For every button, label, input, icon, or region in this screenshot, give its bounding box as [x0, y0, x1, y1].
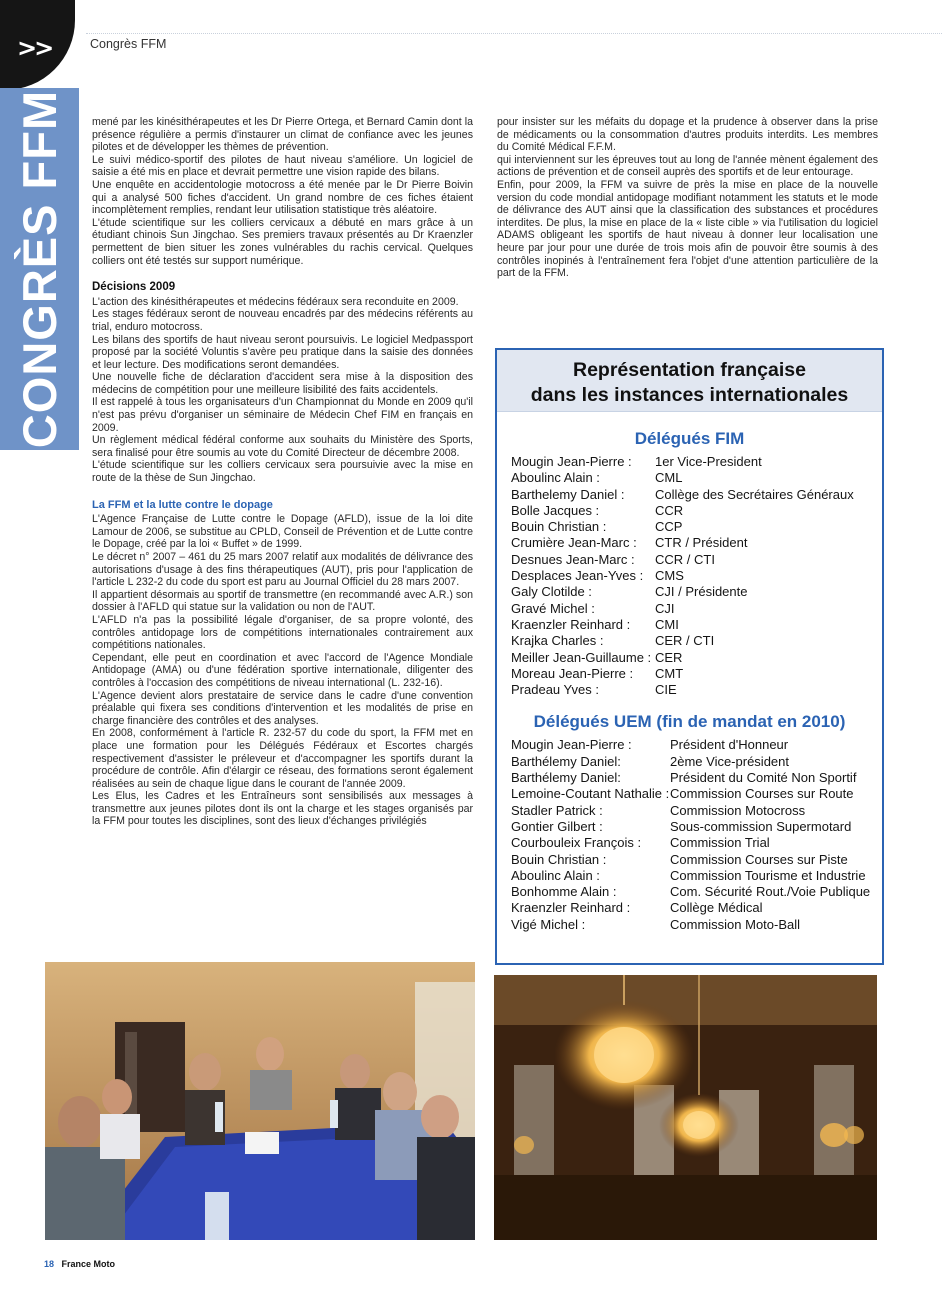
- delegate-name: Stadler Patrick :: [511, 802, 603, 818]
- paragraph: Une enquête en accidentologie motocross a été menée par le Dr Pierre Boivin qui a analysé 500 fiches d'accident. Un grand nombre de ces fiches étaient incomplètement remplies, rendant leur utilisation statistique très aléatoire.: [92, 178, 473, 217]
- right-column: [497, 116, 878, 280]
- hall-photo: [494, 975, 877, 1240]
- delegate-name: Vigé Michel :: [511, 916, 586, 932]
- paragraph: Un règlement médical fédéral conforme aux souhaits du Ministère des Sports, sera finalisé pour être soumis au vote du Comité Directeur de décembre 2008.: [92, 434, 473, 459]
- paragraph: qui interviennent sur les épreuves tout au long de l'année mènent également des actions de prévention et de conseil auprès des sportifs et de leur entourage.: [497, 153, 878, 179]
- paragraph: Il est rappelé à tous les organisateurs d'un Championnat du Monde en 2009 qu'il n'est pas prévu d'organiser un séminaire de Médecin Chef FIM en français en 2009.: [92, 396, 473, 434]
- delegate-row: [511, 535, 882, 551]
- delegate-role: CER / CTI: [655, 633, 715, 649]
- delegate-row: [511, 852, 882, 868]
- delegate-role: Commission Trial: [670, 835, 770, 851]
- delegate-role: CMS: [655, 568, 684, 584]
- delegate-role: CTR / Président: [655, 535, 748, 551]
- delegate-row: [511, 786, 882, 802]
- paragraph: Les Elus, les Cadres et les Entraîneurs sont sensibilisés aux messages à transmettre aux jeunes pilotes dont ils ont la charge et les stages organisés par la FFM pour toutes les disciplines, sont des lieux d'échanges privilégiés: [92, 790, 473, 828]
- delegate-name: Barthélemy Daniel:: [511, 770, 621, 786]
- delegate-name: Desnues Jean-Marc :: [511, 551, 635, 567]
- side-band: [0, 88, 79, 450]
- fim-delegates-list: [497, 454, 882, 698]
- delegate-role: Commission Motocross: [670, 802, 806, 818]
- delegate-name: Crumière Jean-Marc :: [511, 535, 637, 551]
- paragraph: mené par les kinésithérapeutes et les Dr Pierre Ortega, et Bernard Camin dont la présence régulière a permis d'instaurer un climat de confiance avec les jeunes pilotes et de développer les thèmes de prévention.: [92, 116, 473, 154]
- delegate-row: [511, 470, 882, 486]
- delegate-name: Meiller Jean-Guillaume :: [511, 649, 652, 665]
- delegate-row: [511, 754, 882, 770]
- delegate-role: 2ème Vice-président: [670, 753, 789, 769]
- delegate-role: Commission Courses sur Piste: [670, 851, 848, 867]
- delegate-name: Barthélemy Daniel:: [511, 753, 621, 769]
- delegate-row: [511, 552, 882, 568]
- delegate-role: 1er Vice-President: [655, 454, 762, 469]
- paragraph: Les bilans des sportifs de haut niveau seront poursuivis. Le logiciel Medpassport proposé par la société Voluntis s'avère peu pratique dans la saisie des données et leur lecture. Des modifications seront demandées.: [92, 333, 473, 371]
- paragraph: L'Agence Française de Lutte contre le Dopage (AFLD), issue de la loi dite Lamour de 2006, se substitue au CPLD, Conseil de Prévention et de Lutte contre le Dopage, créé par la loi « Buffet » de 1999.: [92, 513, 473, 551]
- delegate-row: [511, 917, 882, 933]
- delegate-row: [511, 819, 882, 835]
- delegate-name: Mougin Jean-Pierre :: [511, 737, 632, 753]
- page-number: 18: [44, 1259, 55, 1269]
- delegate-role: CCR / CTI: [655, 551, 715, 567]
- delegate-name: Barthelemy Daniel :: [511, 486, 625, 502]
- paragraph: Cependant, elle peut en coordination et avec l'accord de l'Agence Mondiale Antidopage (AMA) ou d'une fédération sportive internationale, diligenter des contrôles à l'occasion des compétitions de niveau international (L. 232-16).: [92, 651, 473, 689]
- delegate-name: Gontier Gilbert :: [511, 818, 603, 834]
- paragraph: L'action des kinésithérapeutes et médecins fédéraux sera reconduite en 2009.: [92, 295, 459, 308]
- delegate-name: Desplaces Jean-Yves :: [511, 568, 644, 584]
- representation-box: [495, 348, 884, 965]
- delegate-role: Commission Tourisme et Industrie: [670, 867, 866, 883]
- delegate-row: [511, 835, 882, 851]
- paragraph: Il appartient désormais au sportif de transmettre (en recommandé avec A.R.) son dossier à l'AFLD qui statue sur la validation ou non de l'AUT.: [92, 588, 473, 614]
- delegate-role: CMT: [655, 665, 684, 681]
- heading-dopage: La FFM et la lutte contre le dopage: [92, 498, 273, 511]
- delegate-row: [511, 868, 882, 884]
- delegate-row: [511, 682, 882, 698]
- paragraph: L'étude scientifique sur les colliers cervicaux sera poursuivie avec la mise en route de la thèse de Sun Jingchao.: [92, 459, 473, 485]
- delegate-row: [511, 737, 882, 753]
- delegate-role: Président du Comité Non Sportif: [670, 770, 857, 786]
- delegate-role: CJI / Présidente: [655, 584, 748, 600]
- heading-decisions: Décisions 2009: [92, 281, 176, 294]
- top-rule: [86, 33, 942, 34]
- delegate-role: Collège Médical: [670, 900, 763, 916]
- paragraph: Le suivi médico-sportif des pilotes de haut niveau s'améliore. Un logiciel de saisie a été mis en place et devrait permettre une vision rapide des bilans.: [92, 153, 473, 179]
- delegate-name: Gravé Michel :: [511, 600, 595, 616]
- paragraph: L'Agence devient alors prestataire de service dans le cadre d'une convention préalable qui fixera ses conditions d'intervention et les modalités de prise en charge financière des contrôles et des analyses.: [92, 689, 473, 727]
- delegate-row: [511, 803, 882, 819]
- delegate-role: CMI: [655, 616, 679, 632]
- delegate-role: Com. Sécurité Rout./Voie Publique: [670, 884, 871, 900]
- delegate-name: Courbouleix François :: [511, 835, 642, 851]
- delegate-row: [511, 666, 882, 682]
- box-title-line: dans les instances internationales: [530, 384, 849, 406]
- meeting-photo: [45, 962, 475, 1240]
- page-footer: [44, 1259, 115, 1269]
- paragraph: pour insister sur les méfaits du dopage et la prudence à observer dans la prise de médicaments ou la consommation d'autres produits interdits. Les membres du Comité Médical F.F.M.: [497, 116, 878, 154]
- delegate-row: [511, 650, 882, 666]
- box-title: [497, 350, 882, 412]
- delegate-name: Moreau Jean-Pierre :: [511, 665, 634, 681]
- delegate-role: Collège des Secrétaires Généraux: [655, 486, 854, 502]
- delegate-row: [511, 519, 882, 535]
- delegate-role: CIE: [655, 682, 677, 698]
- corner-tab: [0, 0, 75, 90]
- uem-delegates-list: [497, 737, 882, 933]
- delegate-name: Krajka Charles :: [511, 633, 604, 649]
- delegate-role: Président d'Honneur: [670, 737, 789, 753]
- delegate-row: [511, 884, 882, 900]
- delegate-name: Aboulinc Alain :: [511, 470, 600, 486]
- delegate-name: Mougin Jean-Pierre :: [511, 454, 632, 469]
- delegate-row: [511, 568, 882, 584]
- delegate-row: [511, 454, 882, 470]
- left-column: [92, 116, 473, 828]
- delegate-role: CML: [655, 470, 683, 486]
- delegate-row: [511, 770, 882, 786]
- delegate-role: Sous-commission Supermotard: [670, 818, 852, 834]
- fim-heading: Délégués FIM: [634, 429, 745, 448]
- delegate-role: CJI: [655, 600, 675, 616]
- delegate-name: Bouin Christian :: [511, 519, 607, 535]
- delegate-row: [511, 584, 882, 600]
- delegate-name: Bouin Christian :: [511, 851, 607, 867]
- delegate-role: CCP: [655, 519, 683, 535]
- delegate-name: Aboulinc Alain :: [511, 867, 600, 883]
- delegate-name: Pradeau Yves :: [511, 682, 599, 698]
- delegate-row: [511, 601, 882, 617]
- delegate-role: Commission Courses sur Route: [670, 786, 854, 802]
- delegate-row: [511, 633, 882, 649]
- delegate-row: [511, 900, 882, 916]
- double-arrow-icon: >>: [17, 34, 52, 62]
- delegate-name: Galy Clotilde :: [511, 584, 592, 600]
- delegate-name: Kraenzler Reinhard :: [511, 900, 631, 916]
- side-title: CONGRÈS FFM: [13, 89, 66, 449]
- paragraph: Enfin, pour 2009, la FFM va suivre de près la mise en place de la nouvelle version du code mondial antidopage modifiant notamment les statuts et le mode de délivrance des AUT ainsi que la classification des substances et procédures interdites. De plus, la mise en place de la « liste cible » via l'utilisation du logiciel ADAMS obligeant les sportifs de haut niveau à donner leur localisation une heure par jour pour une durée de trois mois afin de pouvoir être soumis à des contrôles inopinés à l'entraînement fera l'objet d'une attention particulière de la part de la FFM.: [497, 178, 878, 280]
- delegate-row: [511, 503, 882, 519]
- delegate-row: [511, 617, 882, 633]
- paragraph: En 2008, conformément à l'article R. 232-57 du code du sport, la FFM met en place une formation pour les Délégués Fédéraux et Escortes chargés respectivement d'assister le préleveur et d'accompagner les sportifs durant la procédure de contrôle. Afin d'élargir ce réseau, des formations seront également réalisées au sein de chaque ligue dans le courant de l'année 2009.: [92, 727, 473, 790]
- delegate-row: [511, 487, 882, 503]
- delegate-role: Commission Moto-Ball: [670, 916, 801, 932]
- delegate-name: Lemoine-Coutant Nathalie :: [511, 786, 670, 802]
- magazine-name: France Moto: [61, 1259, 116, 1269]
- uem-heading: Délégués UEM (fin de mandat en 2010): [533, 712, 846, 732]
- running-head: Congrès FFM: [90, 37, 167, 51]
- paragraph: Les stages fédéraux seront de nouveau encadrés par des médecins référents au trial, enduro motocross.: [92, 308, 473, 333]
- delegate-name: Bolle Jacques :: [511, 502, 600, 518]
- paragraph: L'étude scientifique sur les colliers cervicaux a débuté en mars grâce à un étudiant chinois Sun Jingchao. Ses premiers travaux présentés au Dr Kraenzler permettent de bien situer les zones vulnérables du rachis cervical. Quelques colliers ont été testés sur support numérique.: [92, 216, 473, 267]
- delegate-name: Kraenzler Reinhard :: [511, 616, 631, 632]
- delegate-role: CCR: [655, 502, 684, 518]
- paragraph: Une nouvelle fiche de déclaration d'accident sera mise à la disposition des médecins de compétition pour une meilleure lisibilité des faits accidentels.: [92, 371, 473, 396]
- delegate-role: CER: [655, 649, 683, 665]
- paragraph: Le décret n° 2007 – 461 du 25 mars 2007 relatif aux modalités de délivrance des autorisations d'usage à des fins thérapeutiques (AUT), pris pour l'application de l'article L 232-2 du code du sport est paru au Journal Officiel du 28 mars 2007.: [92, 551, 473, 589]
- delegate-name: Bonhomme Alain :: [511, 884, 617, 900]
- box-title-line: Représentation française: [572, 359, 806, 381]
- paragraph: L'AFLD n'a pas la possibilité légale d'organiser, de sa propre volonté, des contrôles antidopage lors de compétitions internationales contrairement aux compétitions nationales.: [92, 613, 473, 652]
